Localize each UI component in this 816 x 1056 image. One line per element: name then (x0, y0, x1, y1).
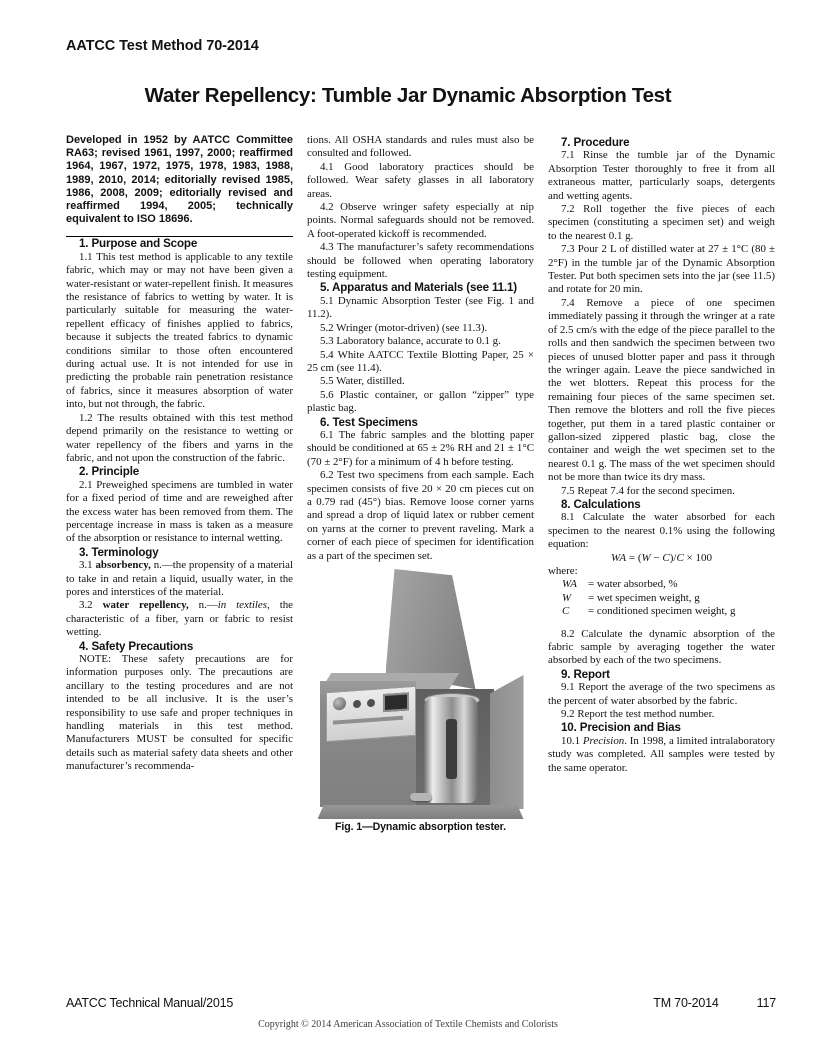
para-6-2: 6.2 Test two specimens from each sample. Each specimen consists of five 20 × 20 cm pieces cut on a 0.79 rad (45°) bias. Remove loose corner yarns and spread a drop of liquid latex or rubber cement on yarns at the corner to prevent raveling. Mark a corner of each piece of specimen for identification as a part of the specimen set. (307, 469, 534, 562)
column-3 (548, 134, 775, 834)
where-row-wa: WA = water absorbed, % (562, 578, 678, 591)
column-2 (307, 134, 534, 834)
para-7-5: 7.5 Repeat 7.4 for the second specimen. (561, 484, 735, 497)
para-7-2: 7.2 Roll together the five pieces of each specimen (constituting a specimen set) and weigh to the nearest 0.1 g. (548, 203, 775, 242)
para-8-1: 8.1 Calculate the water absorbed for each specimen to the nearest 0.1% using the following equation: (548, 511, 775, 551)
figure-1 (307, 569, 534, 834)
footer-right (653, 996, 776, 1010)
section-heading-6: 6. Test Specimens (320, 415, 418, 429)
figure-1-caption: Fig. 1—Dynamic absorption tester. (335, 821, 506, 833)
three-column-body (66, 134, 776, 834)
column-1 (66, 134, 293, 834)
tester-right-wall (490, 675, 524, 809)
section-heading-3: 3. Terminology (79, 545, 159, 559)
tester-control-panel (326, 686, 416, 742)
indicator-button-1 (353, 700, 361, 709)
panel-label (333, 716, 403, 725)
where-row-w: W = wet specimen weight, g (562, 591, 700, 604)
section-heading-1: 1. Purpose and Scope (79, 237, 198, 251)
para-5-3: 5.3 Laboratory balance, accurate to 0.1 g. (320, 335, 501, 348)
where-row-c: C = conditioned specimen weight, g (562, 605, 736, 618)
section-heading-5: 5. Apparatus and Materials (see 11.1) (320, 281, 517, 295)
para-5-2: 5.2 Wringer (motor-driven) (see 11.3). (320, 321, 488, 334)
base-clamp (410, 793, 432, 801)
copyright-line: Copyright © 2014 American Association of Textile Chemists and Colorists (258, 1019, 558, 1030)
section-heading-4: 4. Safety Precautions (79, 639, 194, 653)
tester-base (318, 805, 524, 819)
display-window (383, 692, 409, 712)
para-3-1: 3.1 absorbency, n.—the propensity of a material to take in and retain a liquid, usually water, in the pores and interstices of the material. (66, 559, 293, 598)
para-5-5: 5.5 Water, distilled. (320, 375, 405, 388)
para-5-4: 5.4 White AATCC Textile Blotting Paper, 25 × 25 cm (see 11.4). (307, 348, 534, 374)
para-4-2: 4.2 Observe wringer safety especially at nip points. Normal safeguards should not be removed. A foot-operated kickoff is recommended. (307, 201, 534, 240)
section-heading-2: 2. Principle (79, 465, 140, 479)
jar-slot (446, 719, 457, 779)
footer-page-number: 117 (756, 996, 776, 1010)
section-heading-10: 10. Precision and Bias (561, 721, 681, 735)
page-title: Water Repellency: Tumble Jar Dynamic Absorption Test (144, 84, 672, 107)
para-9-1: 9.1 Report the average of the two specimens as the percent of water absorbed by the fabric. (548, 681, 775, 707)
para-3-2: 3.2 water repellency, n.—in textiles, the characteristic of a fiber, yarn or fabric to resist wetting. (66, 599, 294, 639)
revision-history: Developed in 1952 by AATCC Committee RA63; revised 1961, 1997, 2000; reaffirmed 1964, 1967, 1972, 1975, 1978, 1983, 1988, 1989, 2010, 2014; editorially revised 1985, 1986, 2008, 2009; editorially revised and reaffirmed 1994, 2005; technically equivalent to ISO 18696. (66, 134, 293, 226)
document-id: AATCC Test Method 70-2014 (66, 38, 259, 54)
footer-manual-name: AATCC Technical Manual/2015 (66, 996, 234, 1010)
para-4-3: 4.3 The manufacturer’s safety recommendations should be followed when operating laboratory testing equipment. (307, 241, 534, 281)
section-heading-9: 9. Report (561, 667, 610, 681)
para-5-6: 5.6 Plastic container, or gallon “zipper” type plastic bag. (307, 388, 534, 415)
para-9-2: 9.2 Report the test method number. (561, 708, 715, 721)
power-knob (333, 697, 346, 711)
section-heading-7: 7. Procedure (561, 136, 630, 149)
footer-doc-number: TM 70-2014 (653, 996, 719, 1010)
para-7-3: 7.3 Pour 2 L of distilled water at 27 ± 1°C (80 ± 2°F) in the tumble jar of the Dynamic Absorption Tester. Put both specimen sets into the jar (see 11.5) and rotate for 20 min. (548, 243, 775, 296)
para-4-1: 4.1 Good laboratory practices should be followed. Wear safety glasses in all laboratory areas. (307, 160, 534, 200)
para-8-2: 8.2 Calculate the dynamic absorption of the fabric sample by averaging together the water absorbed by each of the two specimens. (548, 627, 775, 667)
para-6-1: 6.1 The fabric samples and the blotting paper should be conditioned at 65 ± 2% RH and 21 ± 1°C (70 ± 2°F) for a minimum of 4 h before testing. (307, 428, 534, 468)
para-4-note: NOTE: These safety precautions are for information purposes only. The precautions are ancillary to the testing procedures and are not intended to be all inclusive. It is the user’s responsibility to use safe and proper techniques in handling materials in this test method. Manufacturers MUST be consulted for specific details such as material safety data sheets and other manufacturer’s recommenda- (66, 653, 293, 773)
para-1-2: 1.2 The results obtained with this test method depend primarily on the resistance to wetting or water repellency of the fibers and yarns in the fabric, and not upon the construction of the fabric. (66, 411, 293, 464)
equation-water-absorbed: WA = (W − C)/C × 100 (610, 551, 713, 564)
para-1-1: 1.1 This test method is applicable to any textile fabric, which may or may not have been given a water-resistant or water-repellent finish. It measures the resistance of fabrics to wetting by water. It is particularly suitable for measuring the water-repellent efficacy of finishes applied to fabrics, because it subjects the treated fabrics to dynamic conditions similar to those often encountered during actual use. It is not intended for use in predicting the probable rain penetration resistance of fabrics, since it measures absorption of water into, but not through, the fabric. (66, 250, 293, 411)
section-heading-8: 8. Calculations (561, 497, 641, 511)
where-label: where: (548, 565, 578, 577)
indicator-button-2 (367, 699, 375, 708)
dynamic-absorption-tester-photo (318, 569, 524, 821)
para-2-1: 2.1 Preweighed specimens are tumbled in water for a fixed period of time and are reweighed after the excess water has been removed from them. The percentage increase in mass is taken as a measure of the absorption or resistance to internal wetting. (66, 478, 293, 545)
para-7-4: 7.4 Remove a piece of one specimen immediately passing it through the wringer at a rate of 2.5 cm/s with the edge of the piece parallel to the rolls and then sandwich the specimen between two pieces of unused blotter paper and pass it through the wringer again. Leave the piece sandwiched in the wet blotters. Repeat this process for the remaining four pieces of the same specimen set. Then remove the blotters and roll the five pieces together, put them in a tared plastic container or gallon-sized zippered plastic bag, close the container and weigh the wet specimen set to the nearest 0.1 g. The mass of the wet specimen should not be more than twice its dry mass. (548, 296, 775, 484)
term-water-repellency: water repellency, (102, 599, 189, 612)
para-10-1: 10.1 Precision. In 1998, a limited intralaboratory study was completed. All samples were tested by the same operator. (548, 734, 775, 774)
term-absorbency: absorbency, (95, 559, 151, 572)
para-5-1: 5.1 Dynamic Absorption Tester (see Fig. 1 and 11.2). (307, 294, 534, 321)
para-4-note-continued: tions. All OSHA standards and rules must also be consulted and followed. (307, 134, 534, 160)
para-7-1: 7.1 Rinse the tumble jar of the Dynamic Absorption Tester thoroughly to free it from all extraneous matter, particularly soaps, detergents and wetting agents. (548, 149, 775, 202)
